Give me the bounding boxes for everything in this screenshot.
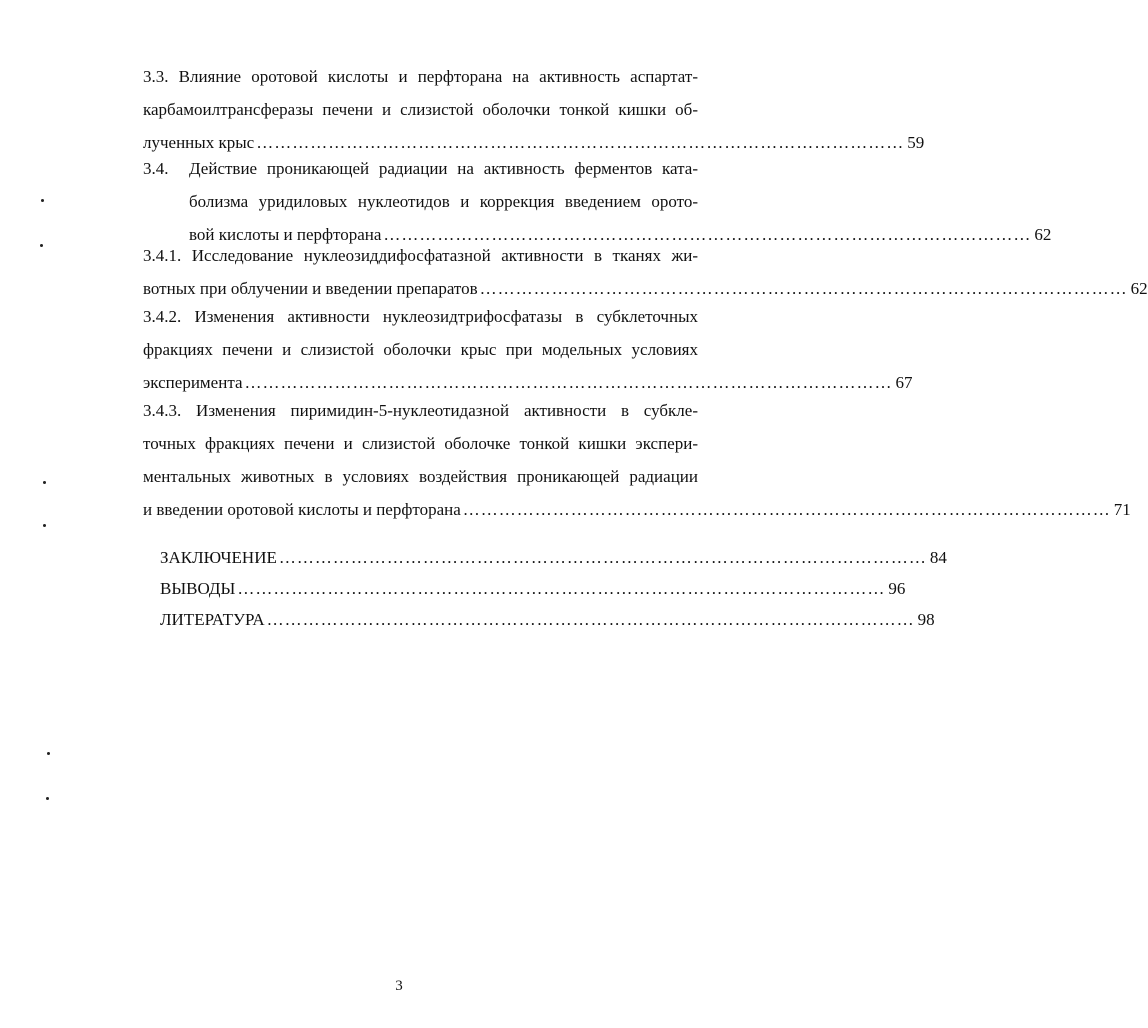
leader-dots: ……………………………………………………………………………………………… xyxy=(383,225,1032,244)
toc-page-number: 71 xyxy=(1113,500,1131,519)
toc-entry-line: 3.3. Влияние оротовой кислоты и перфторана на активность аспартат- xyxy=(143,67,698,86)
toc-entry-line: эксперимента xyxy=(143,373,243,392)
toc-entry-line: карбамоилтрансферазы печени и слизистой оболочки тонкой кишки об- xyxy=(143,100,698,119)
scan-speck xyxy=(43,481,46,484)
toc-entry-label: ВЫВОДЫ xyxy=(160,579,236,598)
toc-entry-findings xyxy=(160,573,906,604)
scan-speck xyxy=(47,752,50,755)
toc-page-number: 98 xyxy=(917,610,935,629)
toc-entry-literature xyxy=(160,604,935,635)
toc-page-number: 59 xyxy=(907,133,925,152)
scan-speck xyxy=(41,199,44,202)
toc-entry-line: вой кислоты и перфторана xyxy=(189,225,382,244)
toc-entry-line: и введении оротовой кислоты и перфторана xyxy=(143,500,461,519)
toc-entry-final-line xyxy=(143,493,1131,526)
leader-dots: ……………………………………………………………………………………………… xyxy=(278,548,927,567)
toc-page-number: 96 xyxy=(888,579,906,598)
leader-dots: ……………………………………………………………………………………………… xyxy=(479,279,1128,298)
toc-entry-3-4-2 xyxy=(143,300,913,399)
scan-speck xyxy=(43,524,46,527)
toc-entry-line: 3.4.1. Исследование нуклеозиддифосфатазной активности в тканях жи- xyxy=(143,246,698,265)
toc-entry-3-4-1 xyxy=(143,239,1148,305)
toc-entry-line: Действие проникающей радиации на активность ферментов ката- xyxy=(189,159,698,178)
leader-dots: ……………………………………………………………………………………………… xyxy=(237,579,886,598)
toc-entry-3-3 xyxy=(143,60,925,159)
scan-speck xyxy=(46,797,49,800)
toc-entry-label: ЗАКЛЮЧЕНИЕ xyxy=(160,548,277,567)
toc-page-number: 62 xyxy=(1130,279,1148,298)
leader-dots: ……………………………………………………………………………………………… xyxy=(256,133,905,152)
toc-entry-line: фракциях печени и слизистой оболочки крыс при модельных условиях xyxy=(143,340,698,359)
leader-dots: ……………………………………………………………………………………………… xyxy=(462,500,1111,519)
toc-entry-line: вотных при облучении и введении препаратов xyxy=(143,279,478,298)
page-number: 3 xyxy=(395,978,403,994)
toc-entry-line: лученных крыс xyxy=(143,133,255,152)
toc-entry-line: ментальных животных в условиях воздействия проникающей радиации xyxy=(143,467,698,486)
scan-speck xyxy=(40,244,43,247)
toc-entry-conclusion xyxy=(160,542,947,573)
toc-entry-3-4-3 xyxy=(143,394,1131,526)
toc-page-number: 67 xyxy=(895,373,913,392)
toc-page-number: 84 xyxy=(929,548,947,567)
toc-section-number: 3.4. xyxy=(143,159,169,178)
toc-entry-3-4 xyxy=(143,152,1052,251)
toc-entry-label: ЛИТЕРАТУРА xyxy=(160,610,265,629)
toc-entry-line: 3.4.2. Изменения активности нуклеозидтрифосфатазы в субклеточных xyxy=(143,307,698,326)
toc-page-number: 62 xyxy=(1034,225,1052,244)
toc-entry-line: болизма уридиловых нуклеотидов и коррекция введением орото- xyxy=(189,192,698,211)
leader-dots: ……………………………………………………………………………………………… xyxy=(244,373,893,392)
toc-entry-line: точных фракциях печени и слизистой оболочке тонкой кишки экспери- xyxy=(143,434,698,453)
toc-entry-line: 3.4.3. Изменения пиримидин-5-нуклеотидазной активности в субкле- xyxy=(143,401,698,420)
leader-dots: ……………………………………………………………………………………………… xyxy=(266,610,915,629)
